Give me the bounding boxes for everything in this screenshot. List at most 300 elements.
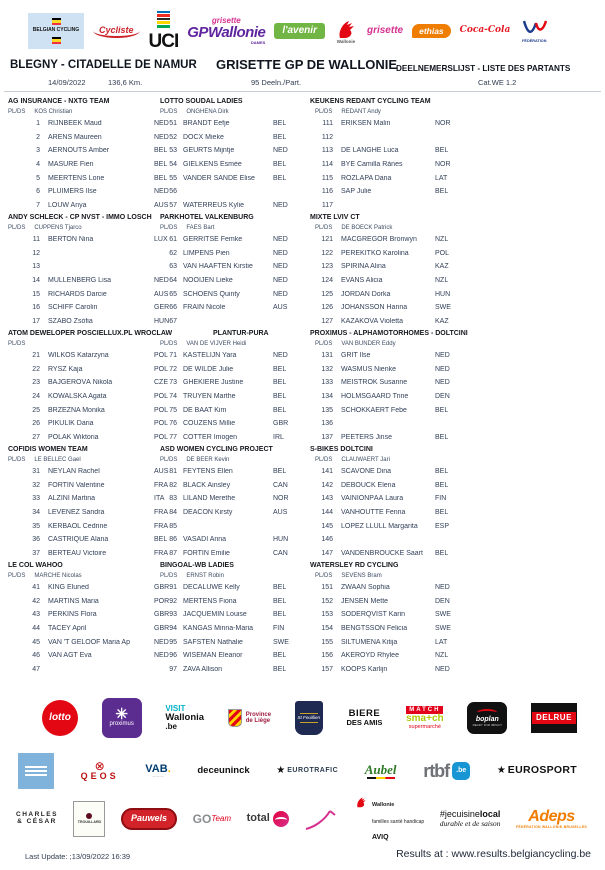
team-block bbox=[160, 212, 294, 328]
rider-name: PEREKITKO Karolina bbox=[341, 249, 409, 257]
rider-nationality: BEL bbox=[273, 665, 287, 673]
rider-row bbox=[310, 533, 462, 547]
rider-row bbox=[310, 274, 462, 288]
team-name: PROXIMUS - ALPHAMOTORHOMES - DOLTCINI bbox=[310, 330, 468, 337]
rider-nationality: DEN bbox=[435, 597, 450, 605]
rider-row bbox=[310, 185, 462, 199]
rider-name: AKEROYD Rhylee bbox=[341, 652, 399, 660]
st-feuillien-label: St Feuillien bbox=[297, 714, 321, 720]
rider-row bbox=[310, 349, 462, 363]
proximus-label: proximus bbox=[109, 720, 134, 727]
rider-nationality: BEL bbox=[273, 406, 287, 414]
rider-row bbox=[8, 287, 169, 301]
rider-number: 83 bbox=[169, 495, 177, 503]
rider-nationality: BEL bbox=[154, 161, 168, 169]
rider-nationality: BEL bbox=[273, 393, 287, 401]
rider-name: SPIRINA Alina bbox=[341, 263, 386, 271]
rider-nationality: BEL bbox=[273, 365, 287, 373]
rider-name: SCHIFF Carolin bbox=[48, 304, 98, 312]
rider-name: SILTUMENA Kitija bbox=[341, 638, 398, 646]
team-director-row bbox=[8, 223, 160, 233]
adeps-logo bbox=[516, 809, 587, 829]
rider-row bbox=[310, 431, 462, 445]
rtbf-be-badge: .be bbox=[452, 762, 470, 780]
rider-number: 44 bbox=[32, 625, 40, 633]
rider-number: 26 bbox=[32, 420, 40, 428]
rider-row bbox=[160, 233, 294, 247]
rider-row bbox=[8, 622, 170, 636]
rider-row bbox=[160, 431, 294, 445]
rider-row bbox=[160, 131, 294, 145]
rider-row bbox=[8, 349, 169, 363]
top-logo-strip bbox=[28, 6, 597, 56]
team-director: ONGHENA Dirk bbox=[186, 109, 229, 115]
visit-wallonia-logo bbox=[165, 705, 204, 732]
aubel-stripe-icon bbox=[367, 777, 395, 779]
rider-nationality: KAZ bbox=[435, 263, 449, 271]
team-director-row bbox=[8, 339, 160, 349]
rider-number: 22 bbox=[32, 365, 40, 373]
rider-name: COUZENS Millie bbox=[183, 420, 236, 428]
rider-number: 34 bbox=[32, 509, 40, 517]
plds-label: PL/DS bbox=[160, 225, 178, 231]
rider-name: ERIKSEN Malin bbox=[341, 120, 391, 128]
rider-name: TACEY April bbox=[48, 625, 87, 633]
rider-row bbox=[310, 519, 462, 533]
rider-name: LOUW Anya bbox=[48, 201, 87, 209]
rider-row bbox=[160, 622, 294, 636]
rider-row bbox=[310, 622, 462, 636]
rider-row bbox=[8, 519, 168, 533]
ethias-logo bbox=[412, 24, 451, 39]
rider-nationality: NED bbox=[154, 652, 169, 660]
team-director-row bbox=[310, 571, 462, 581]
eurotrafic-logo bbox=[276, 766, 338, 777]
totale-swirl-icon bbox=[273, 811, 289, 827]
rider-name: POLAK Wiktoria bbox=[48, 433, 99, 441]
rider-name: BERTON Nina bbox=[48, 236, 94, 244]
proximus-logo bbox=[102, 698, 142, 738]
rider-row bbox=[8, 608, 170, 622]
rider-name: LEVENEZ Sandra bbox=[48, 509, 105, 517]
rider-nationality: GER bbox=[154, 304, 170, 312]
rider-number: 42 bbox=[32, 597, 40, 605]
rider-name: DE LANGHE Luca bbox=[341, 147, 399, 155]
sponsor-row-3 bbox=[16, 796, 587, 842]
team-band bbox=[0, 560, 605, 676]
rider-number: 133 bbox=[321, 379, 333, 387]
rider-row bbox=[160, 417, 294, 431]
rider-row bbox=[8, 185, 169, 199]
rider-nationality: NED bbox=[273, 147, 288, 155]
rider-name: JORDÁN Dorka bbox=[341, 290, 391, 298]
team-block bbox=[310, 560, 462, 676]
plds-label: PL/DS bbox=[160, 573, 178, 579]
team-director-row bbox=[160, 339, 294, 349]
rider-nationality: AUS bbox=[154, 201, 169, 209]
team-block bbox=[8, 444, 169, 560]
rider-number: 23 bbox=[32, 379, 40, 387]
rider-row bbox=[160, 117, 294, 131]
team-director: VAN BUNDER Eddy bbox=[341, 341, 396, 347]
rider-number: 85 bbox=[169, 522, 177, 530]
rider-number: 66 bbox=[169, 304, 177, 312]
vab-dot: . bbox=[167, 762, 171, 775]
rider-nationality: BEL bbox=[273, 468, 287, 476]
pauwels-logo bbox=[121, 808, 177, 829]
rider-number: 154 bbox=[321, 625, 333, 633]
rider-name: SCAVONE Dina bbox=[341, 468, 392, 476]
delrue-logo bbox=[531, 703, 577, 733]
team-block bbox=[8, 96, 169, 212]
rider-name: WATERREUS Kylie bbox=[183, 201, 245, 209]
race-category: Cat.WE 1.2 bbox=[478, 78, 517, 87]
rider-nationality: POR bbox=[154, 597, 170, 605]
rider-nationality: NED bbox=[435, 365, 450, 373]
des-amis-label: DES AMIS bbox=[346, 718, 383, 728]
rider-row bbox=[8, 506, 168, 520]
team-name: ATOM DEWELOPER POSCIELLUX.PL WROCLAW bbox=[8, 330, 173, 337]
rider-number: 84 bbox=[169, 509, 177, 517]
team-director: VAN DE VIJVER Heidi bbox=[186, 341, 247, 347]
rider-nationality: FIN bbox=[273, 625, 285, 633]
rider-name: TRUYEN Marthe bbox=[183, 393, 236, 401]
rider-number: 126 bbox=[321, 304, 333, 312]
rider-name: BRZEZNA Monika bbox=[48, 406, 105, 414]
rider-name: LIMPENS Pien bbox=[183, 249, 230, 257]
rider-nationality: AUS bbox=[154, 290, 169, 298]
rider-number: 16 bbox=[32, 304, 40, 312]
rider-name: RYSZ Kaja bbox=[48, 365, 83, 373]
rider-row bbox=[310, 465, 462, 479]
rider-row bbox=[310, 117, 462, 131]
rider-name: GERRITSE Femke bbox=[183, 236, 243, 244]
rider-number: 114 bbox=[321, 161, 333, 169]
team-director: CLAUWAERT Jari bbox=[341, 457, 390, 463]
team-band bbox=[0, 212, 605, 328]
rider-nationality: NED bbox=[154, 120, 169, 128]
rider-nationality: BEL bbox=[273, 584, 287, 592]
adeps-federation-label: FÉDÉRATION WALLONIE-BRUXELLES bbox=[515, 824, 587, 829]
lotto-label: lotto bbox=[42, 700, 78, 736]
proximus-knot-icon: ✳ bbox=[115, 705, 128, 723]
team-name: LE COL WAHOO bbox=[8, 562, 63, 569]
rider-number: 136 bbox=[321, 420, 333, 428]
gp-dames-label: DAMES bbox=[250, 39, 266, 45]
coca-cola-logo bbox=[460, 26, 511, 35]
rider-number: 63 bbox=[169, 263, 177, 271]
grisette-label: grisette bbox=[366, 24, 404, 36]
rider-number: 151 bbox=[321, 584, 333, 592]
rider-row bbox=[160, 492, 294, 506]
rider-number: 11 bbox=[32, 236, 40, 244]
cycliste-label: Cycliste bbox=[93, 24, 140, 38]
boplan-logo bbox=[467, 702, 507, 734]
rider-number: 137 bbox=[321, 433, 333, 441]
aviq-tagline: familles santé handicap bbox=[371, 818, 425, 825]
rider-name: JENSEN Mette bbox=[341, 597, 389, 605]
boplan-swoosh-icon bbox=[477, 709, 497, 716]
rider-name: DE BAAT Kim bbox=[183, 406, 227, 414]
rider-name: BAJGEROVÁ Nikola bbox=[48, 379, 113, 387]
team-director-row bbox=[8, 455, 160, 465]
trouillard-logo bbox=[73, 801, 105, 837]
rider-row bbox=[310, 301, 462, 315]
rider-number: 73 bbox=[169, 379, 177, 387]
rider-number: 153 bbox=[321, 611, 333, 619]
rider-number: 82 bbox=[169, 481, 177, 489]
rider-number: 37 bbox=[32, 549, 40, 557]
rider-number: 87 bbox=[169, 549, 177, 557]
rider-name: FEYTENS Ellen bbox=[183, 468, 233, 476]
rider-row bbox=[8, 260, 160, 274]
team-director-row bbox=[310, 339, 462, 349]
rider-nationality: BEL bbox=[435, 433, 449, 441]
rider-nationality: GBR bbox=[154, 625, 170, 633]
jecuisinelocal-logo bbox=[440, 810, 501, 827]
local-label: local bbox=[479, 809, 501, 820]
rider-name: GHEKIERE Justine bbox=[183, 379, 244, 387]
rider-number: 7 bbox=[36, 201, 40, 209]
team-block bbox=[160, 560, 294, 676]
rider-nationality: BEL bbox=[435, 549, 449, 557]
rider-name: BRANDT Eefje bbox=[183, 120, 230, 128]
rider-number: 113 bbox=[321, 147, 333, 155]
rider-name: BENGTSSON Felicia bbox=[341, 625, 408, 633]
pauwels-label: Pauwels bbox=[121, 808, 177, 829]
rider-row bbox=[310, 199, 462, 213]
rider-row bbox=[160, 376, 294, 390]
dot-be-label: .be bbox=[165, 721, 177, 731]
belgian-cycling-label: BELGIAN CYCLING bbox=[32, 27, 80, 34]
federation-label: FÉDÉRATION bbox=[522, 39, 547, 43]
team-name: PLANTUR-PURA bbox=[213, 330, 269, 337]
results-url-link[interactable]: Results at : www.results.belgiancycling.be bbox=[396, 848, 591, 860]
rider-nationality: POL bbox=[154, 433, 169, 441]
rider-nationality: POL bbox=[154, 420, 169, 428]
wallonia-label: Wallonia bbox=[165, 712, 205, 724]
rider-nationality: BEL bbox=[435, 509, 449, 517]
rider-row bbox=[160, 506, 294, 520]
rider-nationality: SWE bbox=[435, 304, 451, 312]
team-director: MARCHE Nicolas bbox=[34, 573, 82, 579]
federation-v-icon bbox=[519, 19, 549, 39]
participants-count: 95 Deeln./Part. bbox=[251, 78, 302, 87]
rider-nationality: FRA bbox=[154, 509, 168, 517]
rider-row bbox=[160, 315, 294, 329]
rider-number: 15 bbox=[32, 290, 40, 298]
team-block bbox=[310, 96, 462, 212]
rider-nationality: NED bbox=[154, 638, 169, 646]
visit-label: VISIT bbox=[165, 703, 186, 713]
grisette-logo bbox=[367, 26, 403, 37]
rider-name: MERTENS Fiona bbox=[183, 597, 237, 605]
rider-name: MEISTROK Susanne bbox=[341, 379, 408, 387]
rider-name: MARTINS Maria bbox=[48, 597, 99, 605]
team-name: COFIDIS WOMEN TEAM bbox=[8, 446, 88, 453]
rider-nationality: BEL bbox=[435, 147, 449, 155]
rider-number: 12 bbox=[32, 249, 40, 257]
rider-row bbox=[8, 581, 170, 595]
rider-name: VASADI Anna bbox=[183, 536, 227, 544]
rider-row bbox=[310, 595, 462, 609]
rider-nationality: NED bbox=[273, 277, 288, 285]
rider-number: 142 bbox=[321, 481, 333, 489]
rider-nationality: BEL bbox=[273, 652, 287, 660]
belgian-flag-icon bbox=[52, 18, 61, 26]
rider-name: KASTELIJN Yara bbox=[183, 352, 237, 360]
rider-nationality: DEN bbox=[435, 393, 450, 401]
rider-name: NOOIJEN Lieke bbox=[183, 277, 233, 285]
st-feuillien-logo bbox=[295, 701, 323, 735]
rider-row bbox=[8, 158, 168, 172]
rider-name: GIELKENS Esmée bbox=[183, 161, 242, 169]
vab-label: VAB bbox=[145, 762, 168, 775]
blue-square-sponsor-logo bbox=[18, 753, 54, 789]
rider-nationality: CAN bbox=[273, 549, 288, 557]
label-ornament bbox=[300, 713, 318, 714]
team-name: MIXTE LVIV CT bbox=[310, 214, 360, 221]
plds-label: PL/DS bbox=[315, 109, 333, 115]
rider-name: MACGREGOR Bronwyn bbox=[341, 236, 417, 244]
rider-number: 94 bbox=[169, 625, 177, 633]
rider-number: 17 bbox=[32, 317, 40, 325]
pink-swoosh-logo bbox=[304, 807, 338, 831]
rider-number: 76 bbox=[169, 420, 177, 428]
rider-number: 127 bbox=[321, 317, 333, 325]
biere-label: BIERE bbox=[348, 708, 381, 720]
rider-name: ZWAAN Sophia bbox=[341, 584, 390, 592]
rider-name: PLUIMERS Ilse bbox=[48, 188, 97, 196]
rider-name: DE WILDE Julie bbox=[183, 365, 234, 373]
rider-number: 91 bbox=[169, 584, 177, 592]
rider-name: MEERTENS Lone bbox=[48, 174, 105, 182]
label-ornament bbox=[300, 722, 318, 723]
rider-name: PERKINS Flora bbox=[48, 611, 97, 619]
belgian-cycling-logo bbox=[28, 13, 84, 49]
rider-name: FRAIN Nicole bbox=[183, 304, 226, 312]
eurotrafic-star-icon: ★ bbox=[276, 764, 286, 776]
rider-row bbox=[160, 301, 294, 315]
rider-name: VAN HAAFTEN Kirstie bbox=[183, 263, 253, 271]
rider-number: 143 bbox=[321, 495, 333, 503]
rider-row bbox=[8, 479, 168, 493]
rider-number: 55 bbox=[169, 174, 177, 182]
rtbf-label: rtbf bbox=[423, 760, 450, 781]
rider-row bbox=[160, 144, 294, 158]
team-name: PARKHOTEL VALKENBURG bbox=[160, 214, 254, 221]
rider-row bbox=[8, 649, 169, 663]
rider-number: 156 bbox=[321, 652, 333, 660]
rider-nationality: POL bbox=[154, 393, 169, 401]
team-director: SEVENS Bram bbox=[341, 573, 382, 579]
totale-logo bbox=[247, 811, 289, 827]
rider-row bbox=[160, 349, 294, 363]
rider-row bbox=[8, 315, 170, 329]
rider-nationality: ESP bbox=[435, 522, 450, 530]
team-director: ERNST Robin bbox=[186, 573, 224, 579]
rider-number: 56 bbox=[169, 188, 177, 196]
lavenir-logo bbox=[274, 23, 325, 40]
team-director-row bbox=[310, 107, 462, 117]
rider-name: EVANS Alicia bbox=[341, 277, 383, 285]
rider-name: SZABÓ Zsófia bbox=[48, 317, 93, 325]
eurosport-star-icon: ★ bbox=[496, 764, 506, 776]
gp-wallonie-logo bbox=[187, 17, 265, 45]
rider-number: 74 bbox=[169, 393, 177, 401]
rider-number: 25 bbox=[32, 406, 40, 414]
rider-row bbox=[8, 390, 169, 404]
rider-row bbox=[8, 547, 168, 561]
rider-number: 135 bbox=[321, 406, 333, 414]
rider-number: 35 bbox=[32, 522, 40, 530]
rider-row bbox=[160, 649, 294, 663]
team-name: ASD WOMEN CYCLING PROJECT bbox=[160, 446, 273, 453]
rider-row bbox=[310, 635, 462, 649]
rider-nationality: IRL bbox=[273, 433, 284, 441]
team-director-row bbox=[310, 455, 462, 465]
rider-row bbox=[160, 635, 294, 649]
rider-nationality: NED bbox=[154, 277, 169, 285]
rider-number: 47 bbox=[32, 665, 40, 673]
rider-name: LILAND Merethe bbox=[183, 495, 236, 503]
rider-name: NEYLAN Rachel bbox=[48, 468, 100, 476]
rider-number: 155 bbox=[321, 638, 333, 646]
rider-number: 95 bbox=[169, 638, 177, 646]
rider-number: 125 bbox=[321, 290, 333, 298]
team-director: KOS Christian bbox=[34, 109, 73, 115]
rider-row bbox=[160, 158, 294, 172]
rider-row bbox=[160, 479, 294, 493]
rider-nationality: NED bbox=[435, 379, 450, 387]
rider-name: SAP Julie bbox=[341, 188, 372, 196]
federation-wb-logo bbox=[519, 19, 549, 43]
qeos-label: QEOS bbox=[80, 770, 119, 781]
rider-row bbox=[310, 479, 462, 493]
rider-nationality: NED bbox=[273, 290, 288, 298]
rider-row bbox=[160, 581, 294, 595]
rider-row bbox=[310, 376, 462, 390]
rider-name: MÜLLENBERG Lisa bbox=[48, 277, 112, 285]
cesar-label: & CÉSAR bbox=[17, 818, 57, 825]
rider-number: 93 bbox=[169, 611, 177, 619]
rider-number: 52 bbox=[169, 133, 177, 141]
rider-nationality: AUS bbox=[154, 468, 169, 476]
rider-number: 121 bbox=[321, 236, 333, 244]
rider-name: HOLMSGAARD Trine bbox=[341, 393, 409, 401]
rider-row bbox=[160, 608, 294, 622]
rider-number: 32 bbox=[32, 481, 40, 489]
rider-row bbox=[160, 663, 294, 677]
rider-name: SCHOKKAERT Febe bbox=[341, 406, 407, 414]
rider-row bbox=[160, 547, 294, 561]
boplan-tagline: READY FOR IMPACT bbox=[472, 722, 502, 727]
rider-nationality: GBR bbox=[154, 584, 170, 592]
rider-row bbox=[160, 595, 294, 609]
rider-row bbox=[310, 247, 462, 261]
team-block bbox=[310, 212, 462, 328]
rider-nationality: BEL bbox=[273, 174, 287, 182]
aviq-label: AVIQ bbox=[371, 834, 389, 842]
rider-nationality: NED bbox=[435, 352, 450, 360]
rider-name: JOHANSSON Hanna bbox=[341, 304, 408, 312]
rider-number: 21 bbox=[32, 352, 40, 360]
rider-name: LOPEZ LLULL Margarita bbox=[341, 522, 418, 530]
team-name: BINGOAL-WB LADIES bbox=[160, 562, 234, 569]
de-liege-label: de Liège bbox=[245, 718, 271, 724]
rider-number: 6 bbox=[36, 188, 40, 196]
rider-number: 13 bbox=[32, 263, 40, 271]
